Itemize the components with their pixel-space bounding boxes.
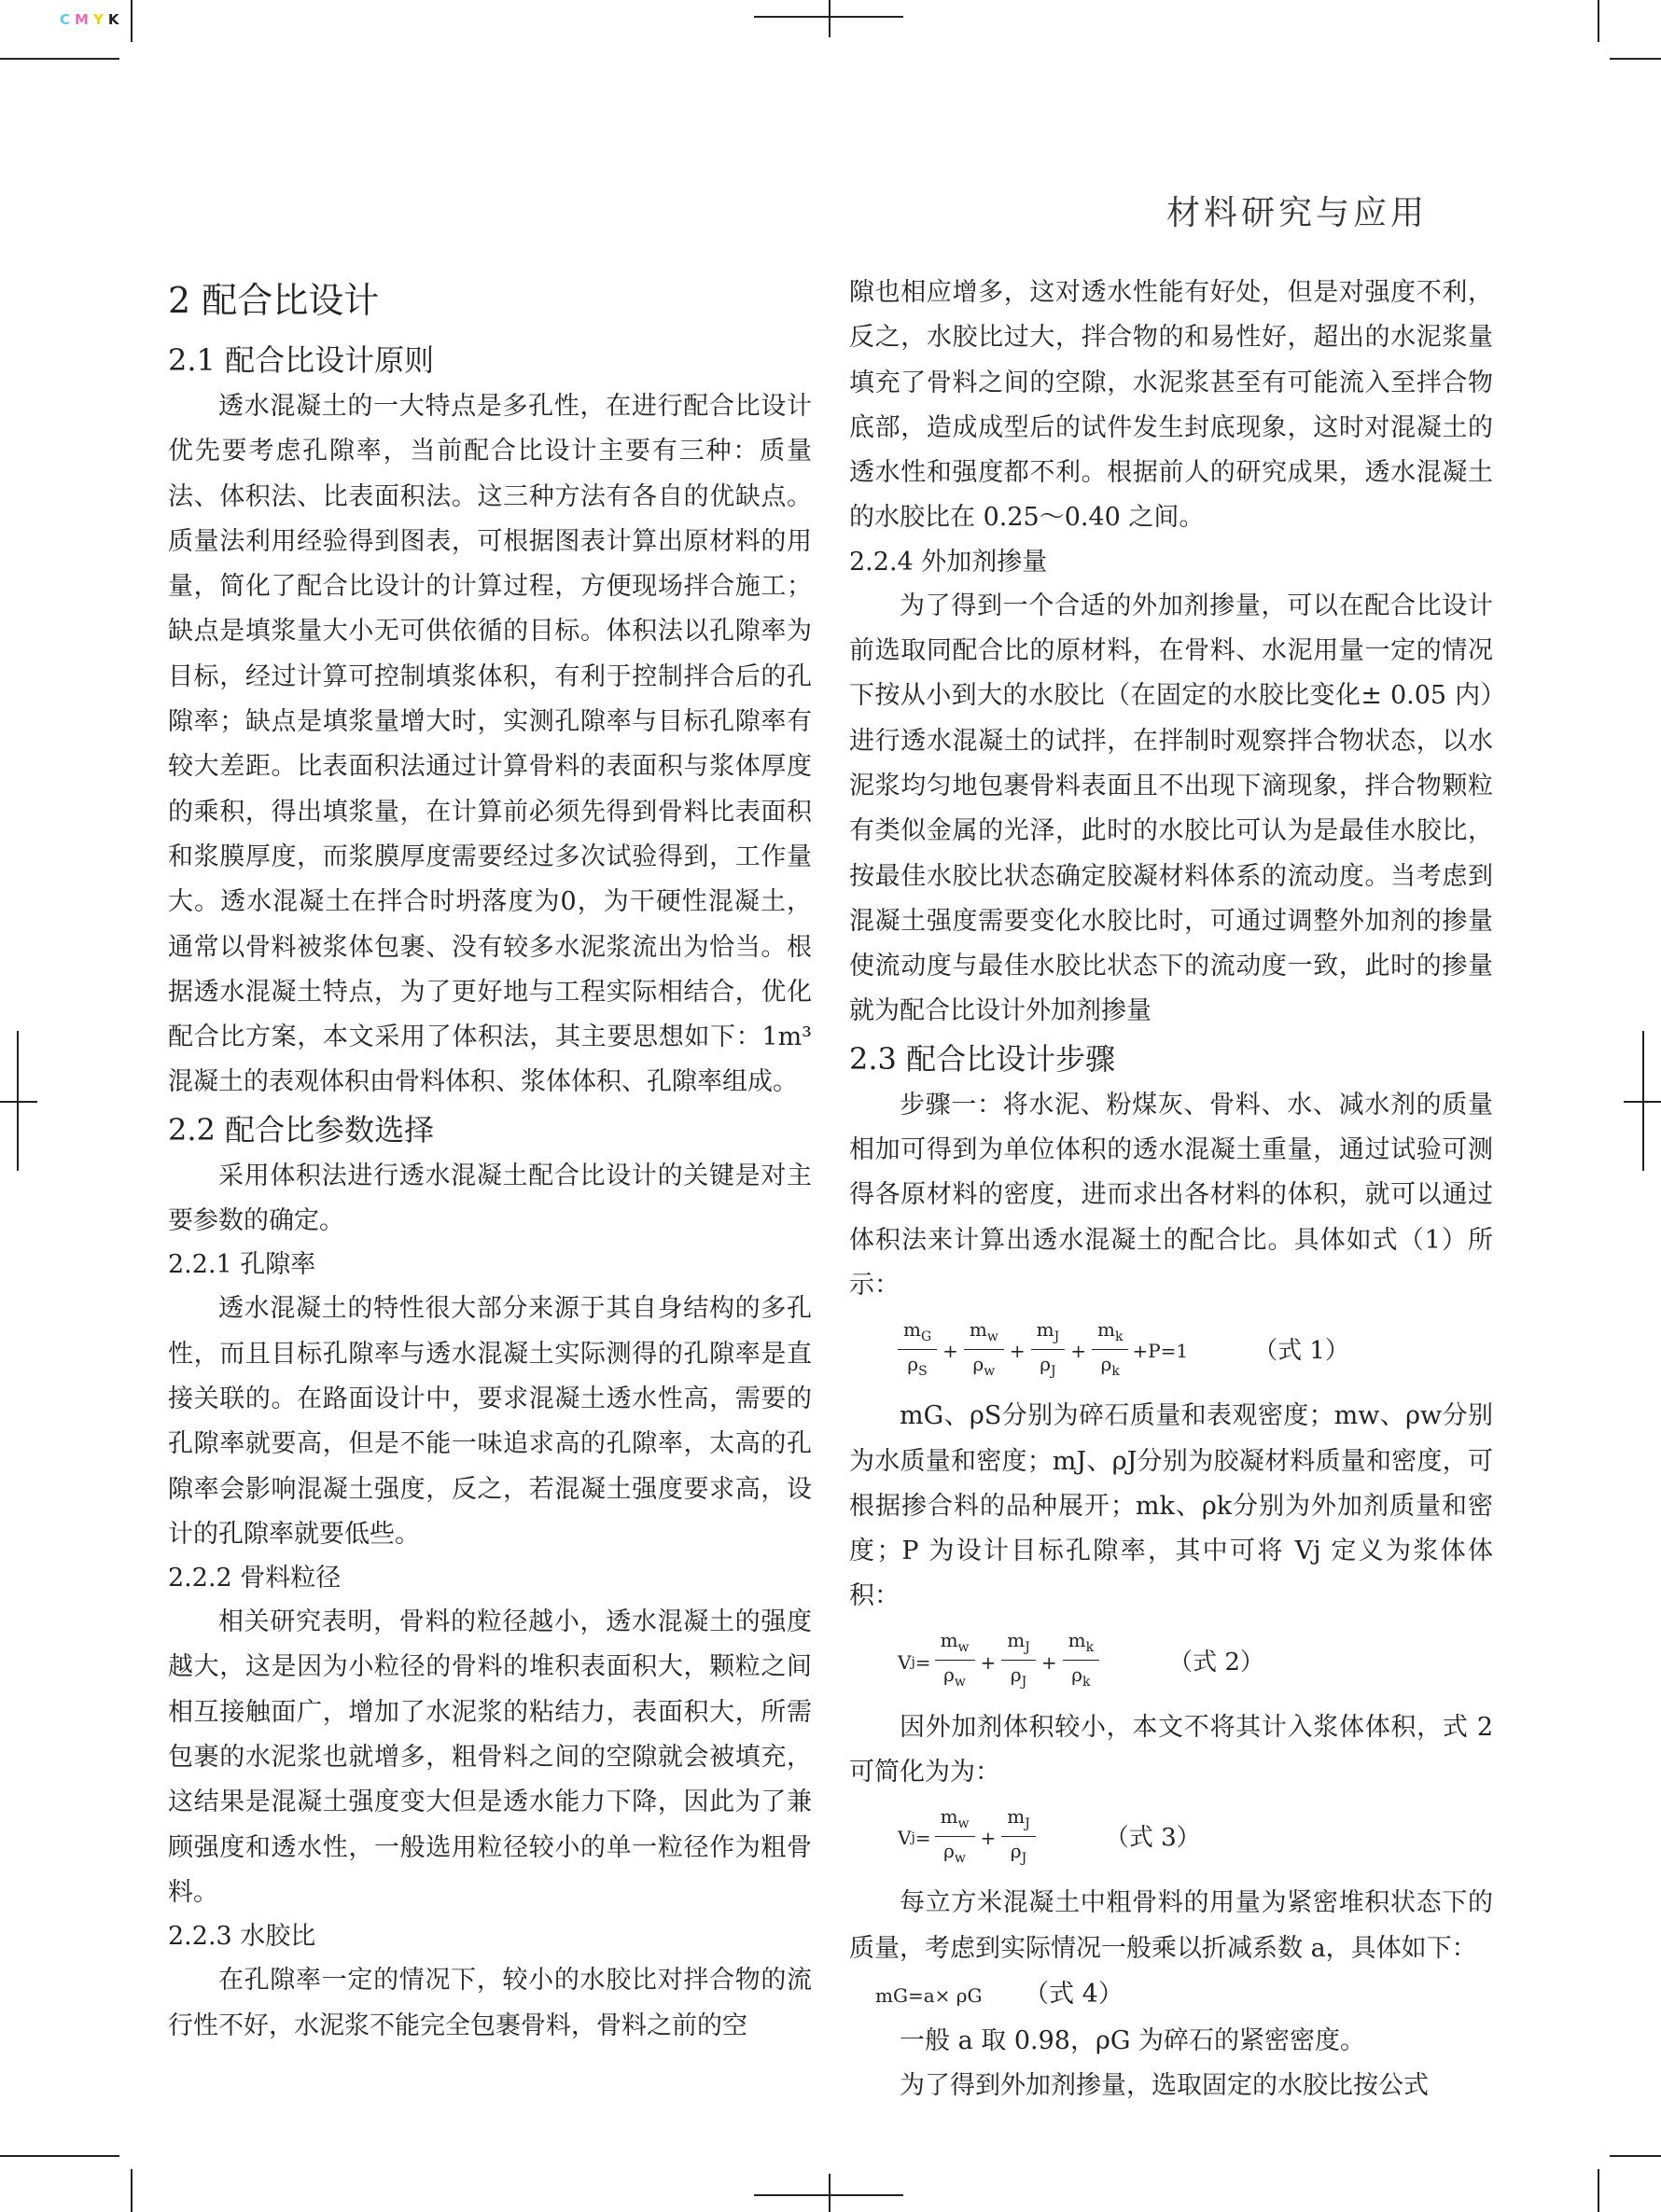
formula-3: V j = $\frac{m_w}{\rho_w}$ + $\frac{m_J}{\rho_J}$ （式 3） (849, 1795, 1493, 1881)
section-heading-2-2-3: 2.2.3 水胶比 (168, 1922, 316, 1952)
formula-4-label: （式 4） (1024, 1979, 1124, 2009)
crop-mark (1610, 2155, 1661, 2157)
black-mark: K (107, 11, 124, 28)
paragraph-last-line: 为了得到外加剂掺量，选取固定的水胶比按公式 (900, 2071, 1429, 2101)
cyan-mark: C (60, 11, 76, 28)
crop-mark (1598, 2169, 1599, 2212)
crop-mark (131, 0, 133, 42)
paragraph-2-1: 透水混凝土的一大特点是多孔性，在进行配合比设计优先要考虑孔隙率，当前配合比设计主要有三种：质量法、体积法、比表面积法。这三种方法有各自的优缺点。质量法利用经验得到图表，可根据图表计算出原材料的用量，简化了配合比设计的计算过程，方便现场拌合施工；缺点是填浆量大小无可供依循的目标。体积法以孔隙率为目标，经过计算可控制填浆体积，有利于控制拌合后的孔隙率；缺点是填浆量增大时，实测孔隙率与目标孔隙率有较大差距。比表面积法通过计算骨料的表面积与浆体厚度的乘积，得出填浆量，在计算前必须先得到骨料比表面积和浆膜厚度，而浆膜厚度需要经过多次试验得到，工作量大。透水混凝土在拌合时坍落度为0，为干硬性混凝土，通常以骨料被浆体包裹、没有较多水泥浆流出为恰当。根据透水混凝土特点，为了更好地与工程实际相结合，优化配合比方案，本文采用了体积法，其主要思想如下：1m³混凝土的表观体积由骨料体积、浆体体积、孔隙率组成。 (168, 392, 812, 1097)
paragraph-2-2-3-continued: 隙也相应增多，这对透水性能有好处，但是对强度不利，反之，水胶比过大，拌合物的和易性好，超出的水泥浆量填充了骨料之间的空隙，水泥浆甚至有可能流入至拌合物底部，造成成型后的试件发生封底现象，这时对混凝土的透水性和强度都不利。根据前人的研究成果，透水混凝土的水胶比在 0.25～0.40 之间。 (849, 278, 1493, 533)
crop-mark (131, 2169, 133, 2212)
section-heading-2-1: 2.1 配合比设计原则 (168, 342, 435, 378)
yellow-mark: Y (92, 11, 108, 28)
formula-2-label: （式 2） (1168, 1648, 1264, 1676)
paragraph-step-one: 步骤一：将水泥、粉煤灰、骨料、水、减水剂的质量相加可得到为单位体积的透水混凝土重量，通过试验可测得各原材料的密度，进而求出各材料的体积，就可以通过体积法来计算出透水混凝土的配合比。具体如式（1）所示： (849, 1090, 1493, 1300)
crop-mark (829, 0, 830, 37)
fraction: $\frac{m_w}{\rho_w}$ (964, 1317, 1004, 1385)
paragraph-2-2-4: 为了得到一个合适的外加剂掺量，可以在配合比设计前选取同配合比的原材料，在骨料、水泥用量一定的情况下按从小到大的水胶比（在固定的水胶比变化± 0.05 内）进行透水混凝土的试拌，在拌制时观察拌合物状态，以水泥浆均匀地包裹骨料表面且不出现下滴现象，拌合物颗粒有类似金属的光泽，此时的水胶比可认为是最佳水胶比，按最佳水胶比状态确定胶凝材料体系的流动度。当考虑到混凝土强度需要变化水胶比时，可通过调整外加剂的掺量使流动度与最佳水胶比状态下的流动度一致，此时的掺量就为配合比设计外加剂掺量 (849, 591, 1493, 1026)
crop-mark (0, 1101, 37, 1103)
formula-1-label: （式 1） (1253, 1337, 1349, 1366)
formula-2: V j = $\frac{m_w}{\rho_w}$ + $\frac{m_J}{\rho_J}$ + $\frac{m_k}{\rho_k}$ （式 2） (849, 1620, 1493, 1705)
crop-mark (829, 2174, 830, 2212)
section-heading-2-2-4: 2.2.4 外加剂掺量 (849, 547, 1048, 577)
section-heading-2: 2 配合比设计 (168, 280, 380, 321)
formula-2-description: 因外加剂体积较小，本文不将其计入浆体体积，式 2 可简化为为： (849, 1712, 1493, 1788)
fraction: $\frac{m_k}{\rho_k}$ (1063, 1628, 1099, 1696)
crop-mark (0, 58, 119, 60)
fraction: $\frac{m_k}{\rho_k}$ (1092, 1317, 1128, 1385)
formula-4-description: 一般 a 取 0.98，ρG 为碎石的紧密密度。 (900, 2025, 1365, 2055)
magenta-mark: M (75, 11, 93, 28)
color-registration-marks (60, 11, 123, 28)
formula-1: $\frac{m_G}{\rho_S}$ + $\frac{m_w}{\rho_w}$ + $\frac{m_J}{\rho_J}$ + $\frac{m_k}{\rho_k}$ +P=1 （式 1） (849, 1308, 1493, 1394)
running-header: 材料研究与应用 (1165, 194, 1428, 232)
section-heading-2-2-2: 2.2.2 骨料粒径 (168, 1564, 342, 1593)
fraction: $\frac{m_J}{\rho_J}$ (1031, 1317, 1066, 1385)
paragraph-2-2-2: 相关研究表明，骨料的粒径越小，透水混凝土的强度越大，这是因为小粒径的骨料的堆积表面积大，颗粒之间相互接触面广，增加了水泥浆的粘结力，表面积大，所需包裹的水泥浆也就增多，粗骨料之间的空隙就会被填充，这结果是混凝土强度变大但是透水能力下降，因此为了兼顾强度和透水性，一般选用粒径较小的单一粒径作为粗骨料。 (168, 1607, 812, 1907)
paragraph-2-2: 采用体积法进行透水混凝土配合比设计的关键是对主要参数的确定。 (168, 1161, 812, 1236)
formula-3-label: （式 3） (1104, 1824, 1201, 1853)
crop-mark (17, 1031, 19, 1171)
fraction: $\frac{m_G}{\rho_S}$ (898, 1317, 937, 1385)
fraction: $\frac{m_w}{\rho_w}$ (935, 1804, 975, 1872)
section-heading-2-3: 2.3 配合比设计步骤 (849, 1040, 1116, 1077)
fraction: $\frac{m_J}{\rho_J}$ (1001, 1628, 1036, 1696)
left-column (168, 271, 812, 2049)
fraction: $\frac{m_w}{\rho_w}$ (935, 1628, 975, 1696)
formula-1-description: mG、ρS分别为碎石质量和表观密度；mw、ρw分别为水质量和密度；mJ、ρJ分别为胶凝材料质量和密度，可根据掺合料的品种展开；mk、ρk分别为外加剂质量和密度；P 为设计目标孔隙率，其中可将 Vj 定义为浆体体积： (849, 1401, 1493, 1611)
paragraph-2-2-1: 透水混凝土的特性很大部分来源于其自身结构的多孔性，而且目标孔隙率与透水混凝土实际测得的孔隙率是直接关联的。在路面设计中，要求混凝土透水性高，需要的孔隙率就要高，但是不能一味追求高的孔隙率，太高的孔隙率会影响混凝土强度，反之，若混凝土强度要求高，设计的孔隙率就要低些。 (168, 1294, 812, 1549)
section-heading-2-2: 2.2 配合比参数选择 (168, 1111, 435, 1148)
formula-4 (849, 1971, 1493, 2019)
crop-mark (1610, 58, 1661, 60)
crop-mark (1642, 1031, 1644, 1171)
paragraph-2-2-3: 在孔隙率一定的情况下，较小的水胶比对拌合物的流行性不好，水泥浆不能完全包裹骨料，骨料之前的空 (168, 1966, 812, 2040)
crop-mark (0, 2155, 119, 2157)
formula-4-text: mG=a× ρG (875, 1983, 983, 2007)
crop-mark (1598, 0, 1599, 42)
fraction: $\frac{m_J}{\rho_J}$ (1001, 1804, 1036, 1872)
right-column (849, 271, 1493, 2109)
formula-3-description: 每立方米混凝土中粗骨料的用量为紧密堆积状态下的质量，考虑到实际情况一般乘以折减系数 a，具体如下： (849, 1888, 1493, 1963)
section-heading-2-2-1: 2.2.1 孔隙率 (168, 1250, 316, 1280)
formula-1-tail: +P=1 (1132, 1340, 1189, 1363)
